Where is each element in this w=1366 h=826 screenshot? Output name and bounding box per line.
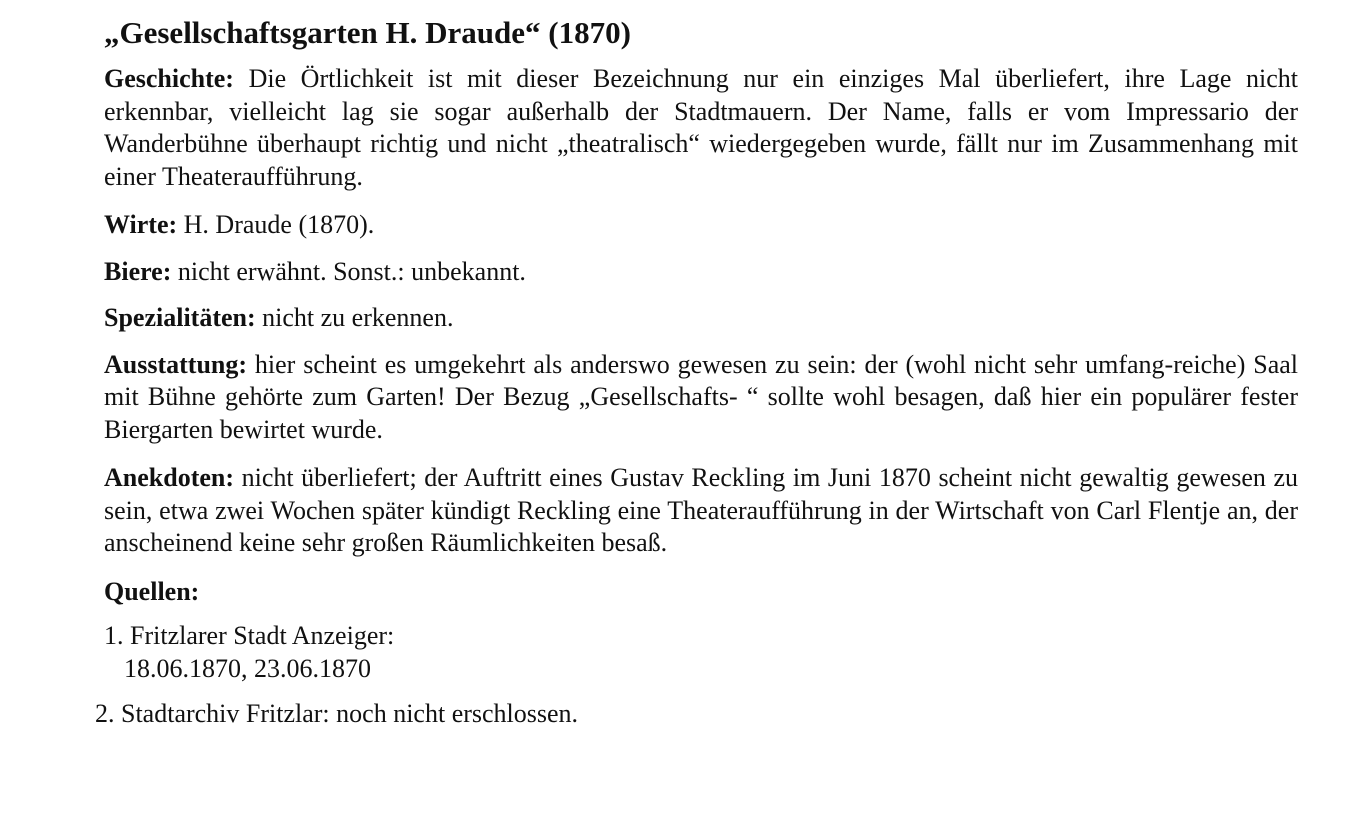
- section-spezialitaeten: [104, 302, 1298, 335]
- section-text-wirte: H. Draude (1870).: [183, 210, 375, 239]
- section-text-ausstattung: hier scheint es umgekehrt als anderswo gewesen zu sein: der (wohl nicht sehr umfang-reiche) Saal mit Bühne gehörte zum Garten! Der Bezug „Gesellschafts- “ sollte wohl besagen, daß hier ein populärer fester Biergarten bewirtet wurde.: [104, 349, 1299, 444]
- section-text-anekdoten: nicht überliefert; der Auftritt eines Gustav Reckling im Juni 1870 scheint nicht gewaltig gewesen zu sein, etwa zwei Wochen später kündigt Reckling eine Theateraufführung in der Wirtschaft von Carl Flentje an, der anscheinend keine sehr großen Räumlichkeiten besaß.: [104, 463, 1299, 557]
- section-biere: [104, 256, 1298, 289]
- source-item-2: [95, 698, 1298, 731]
- section-wirte: [104, 209, 1298, 242]
- source-number-2: 2.: [95, 699, 115, 728]
- sources-heading: Quellen:: [104, 576, 200, 606]
- section-ausstattung: [104, 349, 1298, 447]
- section-label-ausstattung: Ausstattung:: [104, 349, 248, 379]
- section-text-spezialitaeten: nicht zu erkennen.: [262, 303, 454, 332]
- source-item-1: [104, 620, 1298, 685]
- section-label-geschichte: Geschichte:: [104, 64, 234, 93]
- source-number-1: 1.: [104, 621, 124, 650]
- document-page: [95, 14, 1299, 731]
- document-title: „Gesellschaftsgarten H. Draude“ (1870): [104, 15, 631, 50]
- section-text-geschichte: Die Örtlichkeit ist mit dieser Bezeichnung nur ein einziges Mal überliefert, ihre Lage nicht erkennbar, vielleicht lag sie sogar außerhalb der Stadtmauern. Der Name, falls er vom Impressario der Wanderbühne überhaupt richtig und nicht „theatralisch“ wiedergegeben wurde, fällt nur im Zusammenhang mit einer Theateraufführung.: [104, 64, 1299, 191]
- section-label-wirte: Wirte:: [104, 210, 178, 239]
- section-label-anekdoten: Anekdoten:: [104, 463, 235, 492]
- section-text-biere: nicht erwähnt. Sonst.: unbekannt.: [177, 256, 526, 286]
- section-label-spezialitaeten: Spezialitäten:: [104, 303, 256, 332]
- source-line1-1: Fritzlarer Stadt Anzeiger:: [130, 621, 395, 650]
- source-line1-2: Stadtarchiv Fritzlar: noch nicht erschlossen.: [121, 699, 579, 728]
- section-label-biere: Biere:: [104, 256, 172, 286]
- section-anekdoten: [104, 462, 1298, 560]
- source-line2-1: 18.06.1870, 23.06.1870: [124, 653, 371, 683]
- section-geschichte: [104, 63, 1298, 193]
